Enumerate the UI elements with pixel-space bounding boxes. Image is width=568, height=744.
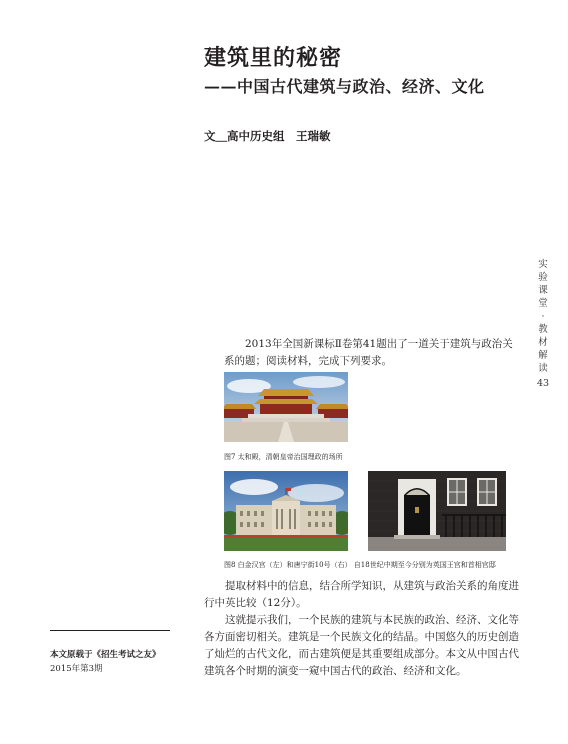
section-label-char: 验: [538, 272, 548, 283]
figure-8-caption: 图8 白金汉宫（左）和唐宁街10号（右） 自18世纪中期至今分别为英国王宫和首相官邸: [224, 561, 496, 569]
taihe-hall-photo: [224, 372, 348, 442]
article-subtitle: ——中国古代建筑与政治、经济、文化: [204, 77, 485, 96]
section-label-char: 教: [538, 324, 548, 335]
body-paragraph: 这就提示我们，一个民族的建筑与本民族的政治、经济、文化等各方面密切相关。建筑是一个民族文化的结晶。中国悠久的历史创造了灿烂的古代文化，而古建筑便是其重要组成部分。本文从中国古代建筑各个时期的演变一窥中国古代的政治、经济和文化。: [204, 614, 519, 677]
source-footnote: [50, 648, 210, 676]
body-text: [204, 578, 522, 680]
footnote-divider: [50, 630, 170, 631]
downing-street-photo: [368, 471, 506, 551]
section-label-char: 实: [538, 259, 548, 270]
section-label-char: 读: [538, 363, 548, 374]
body-paragraph: 提取材料中的信息，结合所学知识，从建筑与政治关系的角度进行中英比较（12分）。: [204, 580, 519, 609]
section-label-char: 堂: [538, 298, 548, 309]
section-label-char: ·: [541, 311, 545, 322]
article-title: 建筑里的秘密: [204, 45, 343, 71]
buckingham-palace-photo: [224, 471, 348, 551]
page-number: 43: [536, 378, 550, 389]
figure-7-caption: 图7 太和殿，清朝皇帝治国理政的场所: [224, 453, 343, 461]
intro-paragraph: 2013年全国新课标Ⅱ卷第41题出了一道关于建筑与政治关系的题；阅读材料，完成下列要求。: [224, 338, 513, 367]
footnote-source: 本文原载于《招生考试之友》: [50, 650, 161, 660]
footnote-issue: 2015年第3期: [50, 664, 103, 674]
section-label: [535, 258, 551, 375]
section-label-char: 课: [538, 285, 548, 296]
article-byline: 文＿高中历史组 王瑞敏: [204, 129, 331, 143]
section-label-char: 材: [538, 337, 548, 348]
section-label-char: 解: [538, 350, 548, 361]
